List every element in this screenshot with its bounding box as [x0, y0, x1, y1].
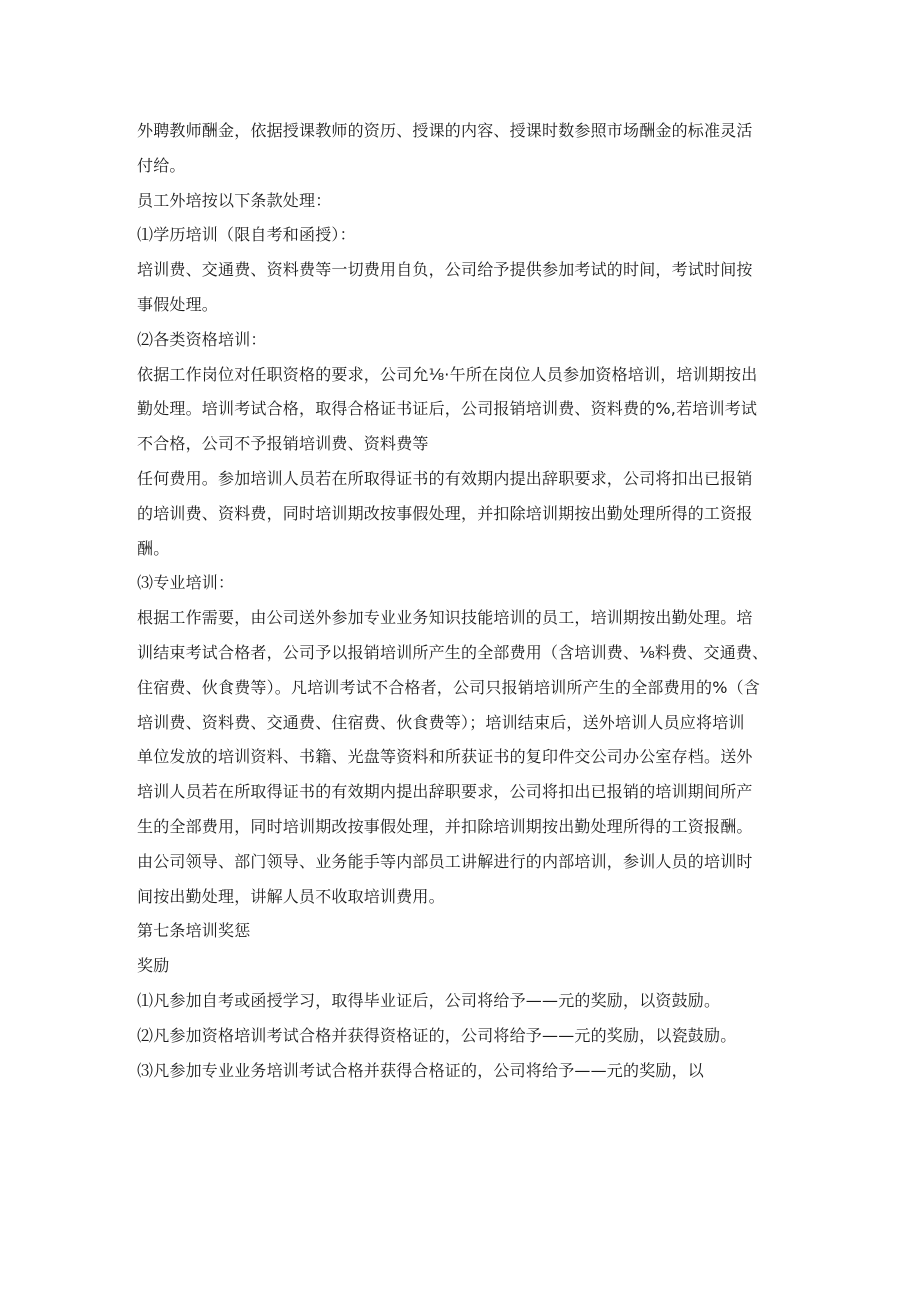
text-line: 单位发放的培训资料、书籍、光盘等资料和所获证书的复印件交公司办公室存档。送外 — [137, 747, 753, 767]
text-line: 培训人员若在所取得证书的有效期内提出辞职要求，公司将扣出已报销的培训期间所产 — [137, 782, 753, 802]
text-line: 生的全部费用，同时培训期改按事假处理，并扣除培训期按出勤处理所得的工资报酬。 — [137, 816, 753, 836]
text-line: 培训费、资料费、交通费、住宿费、伙食费等）；培训结束后，送外培训人员应将培训 — [137, 712, 745, 732]
text-line: 根据工作需要，由公司送外参加专业业务知识技能培训的员工，培训期按出勤处理。培 — [137, 608, 753, 628]
document-body — [137, 114, 797, 1088]
text-line: 勤处理。培训考试合格，取得合格证书证后，公司报销培训费、资料费的%,若培训考试 — [137, 399, 758, 419]
text-line: ⑵各类资格培训： — [137, 329, 267, 349]
text-line: 培训费、交通费、资料费等一切费用自负，公司给予提供参加考试的时间，考试时间按 — [137, 260, 753, 280]
text-line: 员工外培按以下条款处理： — [137, 190, 332, 210]
text-line: 外聘教师酬金，依据授课教师的资历、授课的内容、授课时数参照市场酬金的标准灵活 — [137, 121, 753, 140]
text-line: 不合格，公司不予报销培训费、资料费等 — [137, 434, 429, 454]
text-line: ⑴凡参加自考或函授学习，取得毕业证后，公司将给予——元的奖励，以资鼓励。 — [137, 990, 721, 1010]
text-line: 付给。 — [137, 155, 186, 175]
text-line: 酬。 — [137, 538, 170, 558]
text-line: 依据工作岗位对任职资格的要求，公司允⅛·午所在岗位人员参加资格培训，培训期按出 — [137, 364, 758, 384]
text-line: 事假处理。 — [137, 294, 219, 314]
text-line: ⑵凡参加资格培训考试合格并获得资格证的，公司将给予——元的奖励，以瓷鼓励。 — [137, 1025, 737, 1045]
text-line: 训结束考试合格者，公司予以报销培训所产生的全部费用（含培训费、⅛料费、交通费、 — [137, 642, 769, 662]
text-line: 的培训费、资料费，同时培训期改按事假处理，并扣除培训期按出勤处理所得的工资报 — [137, 503, 753, 523]
section-heading: 第七条培训奖惩 — [137, 921, 251, 941]
text-line: ⑶凡参加专业业务培训考试合格并获得合格证的，公司将给予——元的奖励，以 — [137, 1060, 705, 1080]
text-line: 间按出勤处理，讲解人员不收取培训费用。 — [137, 886, 445, 906]
text-line: ⑴学历培训（限自考和函授）： — [137, 225, 356, 245]
subsection-heading: 奖励 — [137, 956, 170, 976]
text-line: 住宿费、伙食费等）。凡培训考试不合格者，公司只报销培训所产生的全部费用的%（含 — [137, 677, 761, 697]
text-line: 任何费用。参加培训人员若在所取得证书的有效期内提出辞职要求，公司将扣出已报销 — [137, 468, 753, 488]
text-line: ⑶专业培训： — [137, 573, 235, 593]
text-line: 由公司领导、部门领导、业务能手等内部员工讲解进行的内部培训，参训人员的培训时 — [137, 851, 753, 871]
